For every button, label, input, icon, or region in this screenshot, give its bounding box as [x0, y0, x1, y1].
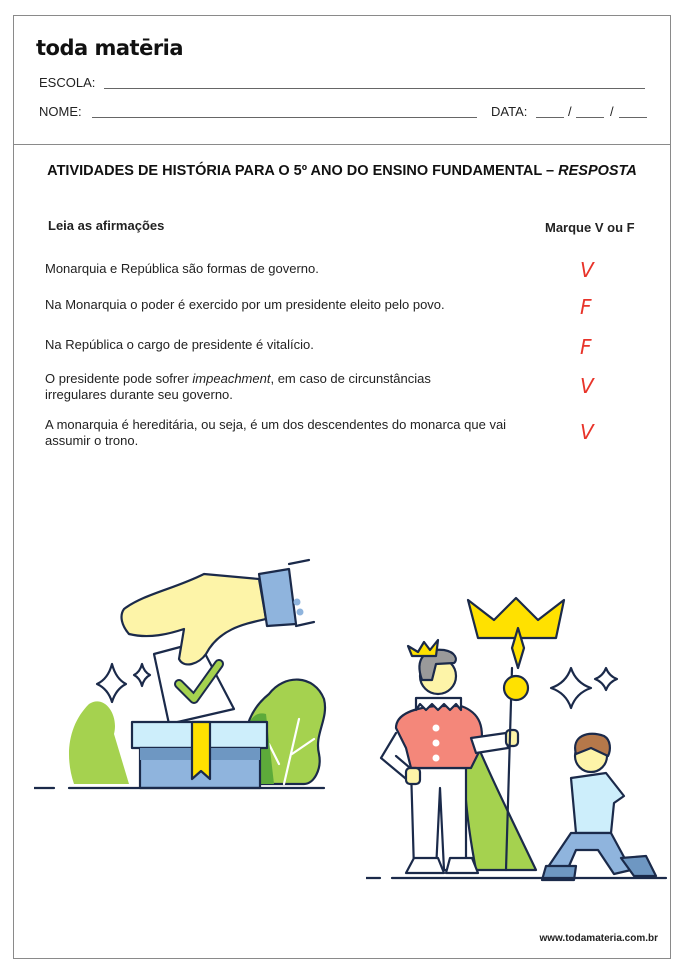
date-day-field[interactable] — [536, 117, 564, 118]
answer-5: V — [580, 420, 594, 444]
statement-text: , em caso de circunstâncias irregulares durante seu governo. — [45, 371, 431, 402]
page-title — [14, 163, 670, 179]
statement-4 — [45, 371, 485, 403]
worksheet-page — [13, 15, 671, 959]
name-label: NOME: — [39, 104, 82, 119]
name-field[interactable] — [92, 117, 477, 118]
school-label: ESCOLA: — [39, 75, 96, 90]
title-emphasis: RESPOSTA — [558, 163, 637, 179]
title-main: ATIVIDADES DE HISTÓRIA PARA O 5º ANO DO ENSINO FUNDAMENTAL – — [47, 163, 559, 179]
answer-1: V — [580, 258, 594, 282]
answer-2: F — [580, 295, 592, 319]
statement-text: Monarquia e República são formas de governo. — [45, 261, 319, 276]
statement-3 — [45, 337, 515, 353]
voting-illustration-icon — [34, 534, 334, 794]
statements-column-header: Leia as afirmações — [48, 218, 165, 233]
date-separator: / — [568, 104, 572, 119]
worksheet-header — [14, 16, 670, 145]
statement-text: Na Monarquia o poder é exercido por um presidente eleito pelo povo. — [45, 297, 445, 312]
king-illustration-icon — [366, 588, 676, 888]
answer-3: F — [580, 335, 592, 359]
statement-text: A monarquia é hereditária, ou seja, é um dos descendentes do monarca que vai assumir o trono. — [45, 417, 507, 448]
date-year-field[interactable] — [619, 117, 647, 118]
statement-text: O presidente pode sofrer — [45, 371, 193, 386]
answers-column-header: Marque V ou F — [545, 220, 635, 235]
date-separator: / — [610, 104, 614, 119]
statement-italic-term: impeachment — [192, 371, 271, 386]
statement-1 — [45, 261, 515, 277]
statement-text: Na República o cargo de presidente é vitalício. — [45, 337, 314, 352]
date-month-field[interactable] — [576, 117, 604, 118]
date-label: DATA: — [491, 104, 528, 119]
answer-4: V — [580, 374, 594, 398]
statement-2 — [45, 297, 515, 313]
school-field[interactable] — [104, 88, 645, 89]
brand-logo: toda matēria — [36, 36, 184, 60]
statement-5 — [45, 417, 515, 449]
website-url[interactable]: www.todamateria.com.br — [539, 933, 658, 944]
